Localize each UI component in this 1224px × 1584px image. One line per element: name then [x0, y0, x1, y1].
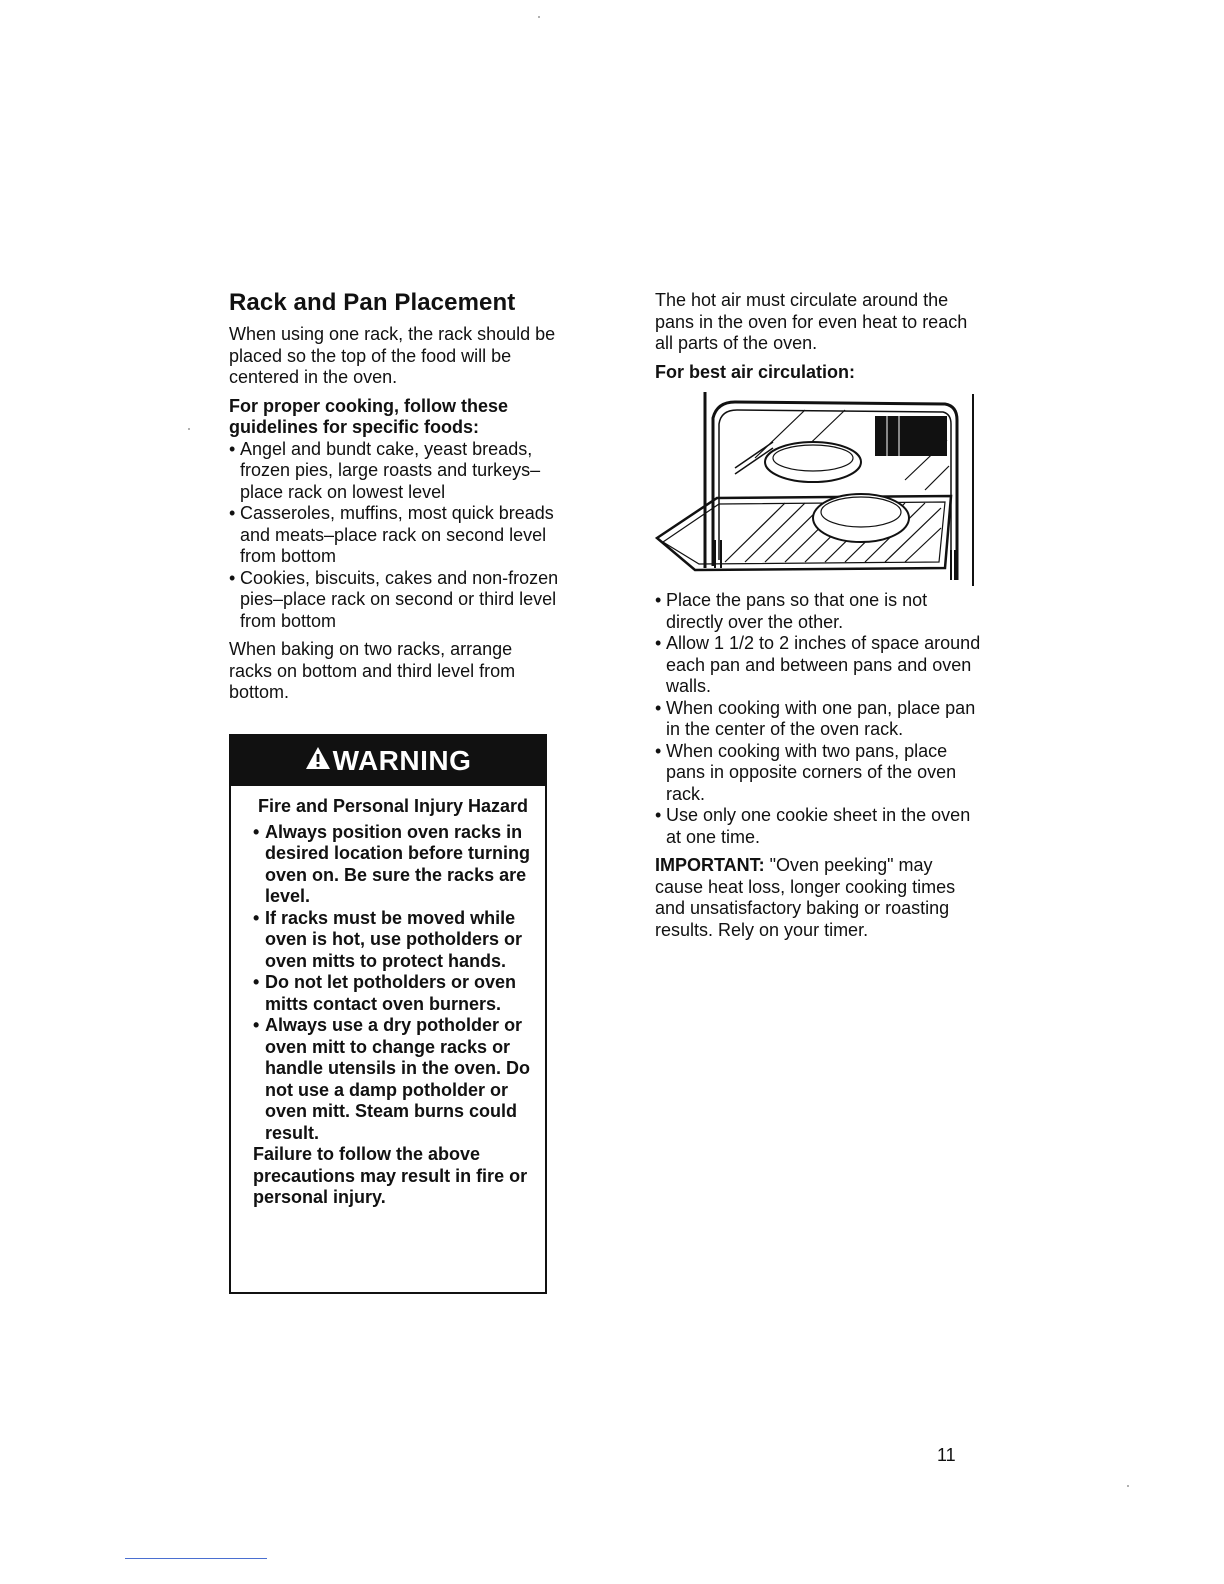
- warning-triangle-icon: [305, 745, 331, 777]
- right-column-lower: [655, 590, 985, 941]
- important-text: "Oven peeking" may cause heat loss, longer cooking times and unsatisfactory baking or roasting results. Rely on your timer.: [655, 855, 956, 940]
- guidelines-heading: For proper cooking, follow these guidelines for specific foods:: [229, 395, 509, 437]
- circulation-heading: For best air circulation:: [655, 361, 856, 382]
- list-item: • Cookies, biscuits, cakes and non-frozen pies–place rack on second or third level from bottom: [229, 568, 559, 633]
- list-item: • Always use a dry potholder or oven mitt to change racks or handle utensils in the oven. Do not use a damp potholder or oven mitt. Steam burns could result.: [253, 1015, 533, 1144]
- list-item: • Casseroles, muffins, most quick breads and meats–place rack on second level from bottom: [229, 503, 559, 568]
- circulation-tips-list: [655, 590, 985, 848]
- list-item: • Allow 1 1/2 to 2 inches of space around each pan and between pans and oven walls.: [655, 633, 985, 698]
- scan-speck: [538, 16, 540, 18]
- list-item: • If racks must be moved while oven is hot, use potholders or oven mitts to protect hands.: [253, 908, 533, 973]
- left-column: [229, 288, 559, 704]
- list-item: • Do not let potholders or oven mitts contact oven burners.: [253, 972, 533, 1015]
- list-item: • When cooking with two pans, place pans in opposite corners of the oven rack.: [655, 741, 985, 806]
- warning-box: [229, 734, 547, 1294]
- failure-statement: Failure to follow the above precautions may result in fire or personal injury.: [253, 1144, 528, 1207]
- guidelines-list: [229, 439, 559, 633]
- page-number: 11: [937, 1445, 956, 1465]
- warning-list: [253, 822, 533, 1145]
- list-item: • When cooking with one pan, place pan in the center of the oven rack.: [655, 698, 985, 741]
- section-title: Rack and Pan Placement: [229, 289, 516, 316]
- list-item: • Angel and bundt cake, yeast breads, frozen pies, large roasts and turkeys–place rack on lowest level: [229, 439, 559, 504]
- important-label: IMPORTANT:: [655, 855, 765, 875]
- right-column: [655, 290, 985, 383]
- footer-rule: [125, 1558, 267, 1559]
- scan-speck: [188, 428, 190, 430]
- list-item: • Place the pans so that one is not directly over the other.: [655, 590, 985, 633]
- hazard-title: Fire and Personal Injury Hazard: [257, 796, 529, 816]
- warning-label: WARNING: [332, 745, 472, 776]
- warning-header: [231, 736, 545, 786]
- scan-speck: [1127, 1485, 1129, 1487]
- important-note: [655, 855, 985, 941]
- intro-paragraph: When using one rack, the rack should be placed so the top of the food will be centered in the oven.: [229, 324, 556, 387]
- list-item: • Always position oven racks in desired location before turning oven on. Be sure the racks are level.: [253, 822, 533, 908]
- oven-rack-illustration: [655, 390, 975, 586]
- two-racks-paragraph: When baking on two racks, arrange racks on bottom and third level from bottom.: [229, 639, 516, 702]
- list-item: • Use only one cookie sheet in the oven at one time.: [655, 805, 985, 848]
- circulation-intro: The hot air must circulate around the pans in the oven for even heat to reach all parts of the oven.: [655, 290, 968, 353]
